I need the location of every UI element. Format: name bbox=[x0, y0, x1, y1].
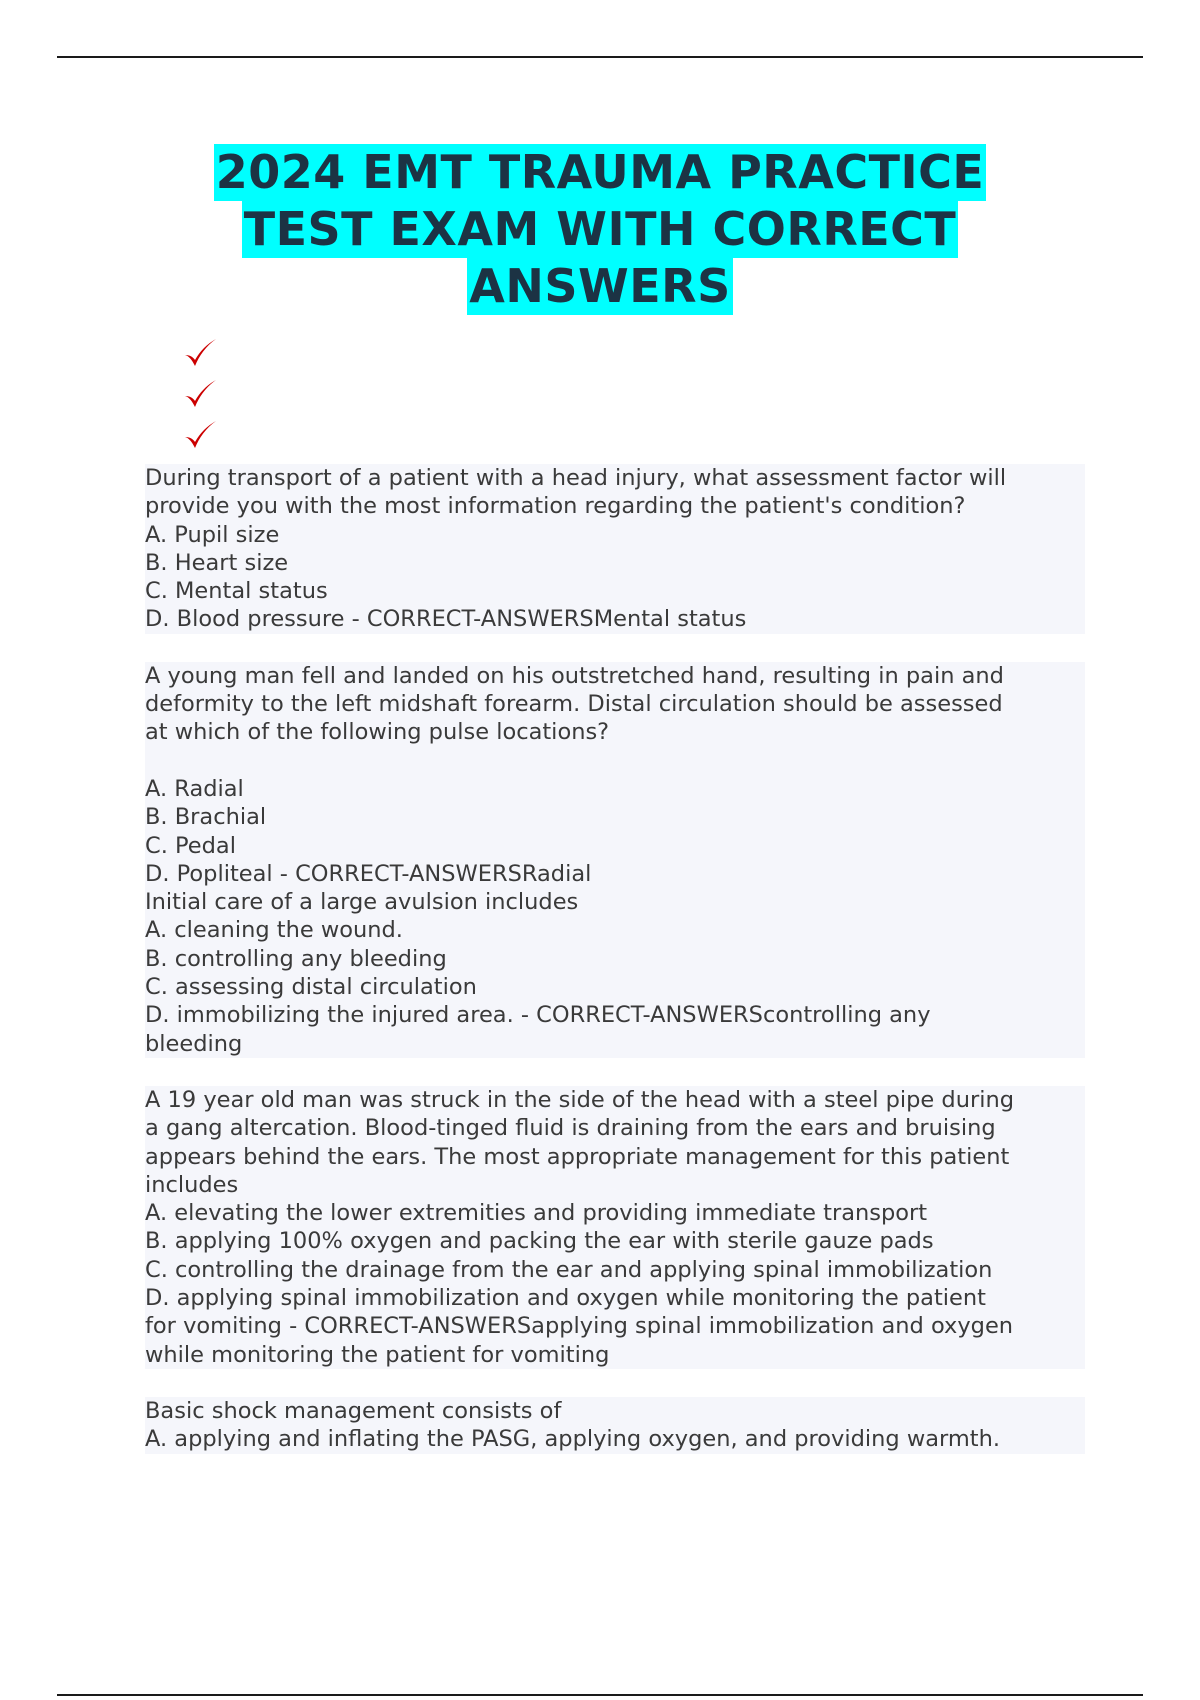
text-line: A. elevating the lower extremities and providing immediate transport bbox=[145, 1200, 928, 1227]
text-line: A. applying and inflating the PASG, applying oxygen, and providing warmth. bbox=[145, 1426, 1001, 1453]
text-line: while monitoring the patient for vomiting bbox=[145, 1341, 610, 1368]
text-line: B. applying 100% oxygen and packing the ear with sterile gauze pads bbox=[145, 1228, 934, 1255]
text-line: provide you with the most information regarding the patient's condition? bbox=[145, 493, 966, 520]
top-rule bbox=[57, 56, 1143, 58]
text-line: C. Pedal bbox=[145, 832, 236, 859]
question-block bbox=[145, 662, 1085, 1058]
text-line: Initial care of a large avulsion includes bbox=[145, 889, 579, 916]
text-line: includes bbox=[145, 1171, 239, 1198]
text-line: a gang altercation. Blood-tinged fluid is draining from the ears and bruising bbox=[145, 1115, 996, 1142]
text-line: A. cleaning the wound. bbox=[145, 917, 403, 944]
document-title bbox=[0, 144, 1200, 315]
text-line: C. assessing distal circulation bbox=[145, 974, 477, 1001]
text-line: for vomiting - CORRECT-ANSWERSapplying spinal immobilization and oxygen bbox=[145, 1313, 1014, 1340]
text-line: A 19 year old man was struck in the side of the head with a steel pipe during bbox=[145, 1086, 1015, 1113]
text-line: B. Brachial bbox=[145, 804, 267, 831]
text-line: B. controlling any bleeding bbox=[145, 945, 447, 972]
title-line: 2024 EMT TRAUMA PRACTICE bbox=[215, 145, 985, 199]
text-line: D. applying spinal immobilization and oxygen while monitoring the patient bbox=[145, 1285, 986, 1312]
text-line: deformity to the left midshaft forearm. Distal circulation should be assessed bbox=[145, 691, 1003, 718]
text-line: C. Mental status bbox=[145, 578, 328, 605]
checkmark-icon bbox=[183, 418, 217, 452]
text-line: A. Pupil size bbox=[145, 521, 280, 548]
checkmark-list bbox=[183, 336, 217, 459]
title-line: TEST EXAM WITH CORRECT bbox=[243, 202, 957, 256]
text-line: B. Heart size bbox=[145, 549, 289, 576]
text-line: A young man fell and landed on his outstretched hand, resulting in pain and bbox=[145, 662, 1004, 689]
text-line: bleeding bbox=[145, 1030, 243, 1057]
title-line: ANSWERS bbox=[469, 259, 731, 313]
text-line: Basic shock management consists of bbox=[145, 1397, 562, 1424]
question-block bbox=[145, 464, 1085, 634]
text-line: D. Popliteal - CORRECT-ANSWERSRadial bbox=[145, 860, 592, 887]
text-line: D. Blood pressure - CORRECT-ANSWERSMental status bbox=[145, 606, 747, 633]
question-block bbox=[145, 1397, 1085, 1454]
text-line: A. Radial bbox=[145, 775, 244, 802]
question-block bbox=[145, 1086, 1085, 1369]
checkmark-icon bbox=[183, 377, 217, 411]
checkmark-icon bbox=[183, 336, 217, 370]
question-content bbox=[145, 464, 1085, 1454]
bottom-rule bbox=[57, 1694, 1143, 1696]
text-line bbox=[145, 747, 1085, 775]
text-line: D. immobilizing the injured area. - CORRECT-ANSWERScontrolling any bbox=[145, 1002, 931, 1029]
text-line: During transport of a patient with a head injury, what assessment factor will bbox=[145, 465, 1007, 491]
text-line: appears behind the ears. The most appropriate management for this patient bbox=[145, 1143, 1010, 1170]
text-line: C. controlling the drainage from the ear and applying spinal immobilization bbox=[145, 1256, 993, 1283]
text-line: at which of the following pulse locations? bbox=[145, 719, 610, 746]
